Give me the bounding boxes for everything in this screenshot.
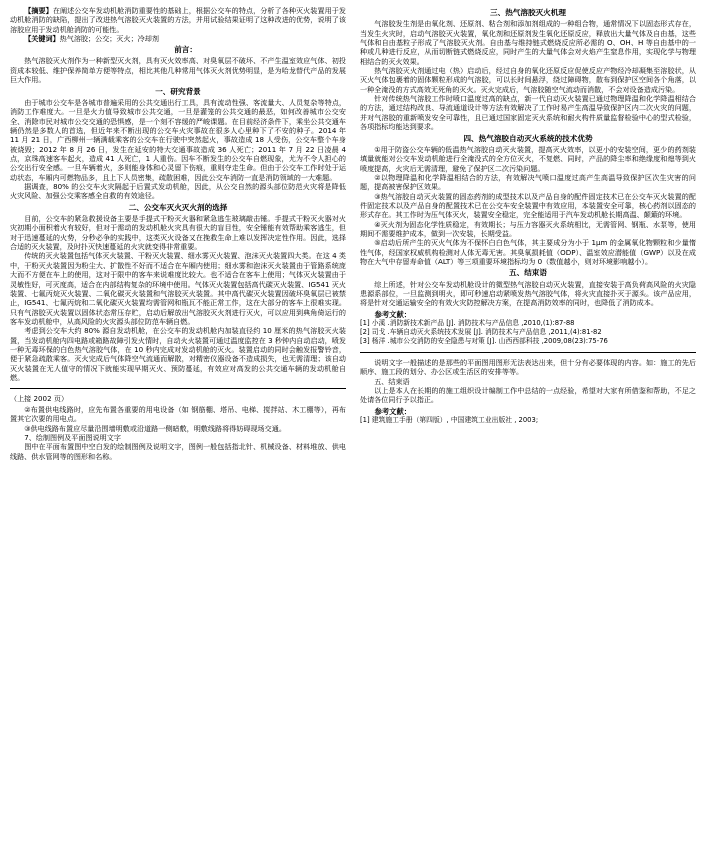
continuation-note: （上接 2002 页） (10, 394, 69, 404)
column-divider-right (360, 352, 696, 353)
reference-item: [1] 小溪 .消防新技术新产品 [J]. 消防技术与产品信息 ,2010,(1):87-88 (360, 319, 575, 328)
bottom-right-conclusion: 以上是本人在长期的的施工组织设计编制工作中总结的一点经验，希望对大家有所借鉴和帮助，不足之处请各位同行予以指正。 (360, 386, 696, 405)
section3-paragraph-2: 热气溶胶灭火剂通过电（热）启动后，经过自身的氧化还原反应促使反应产物经冷却凝集至溶胶状，从灭火气体包裹着的固体颗粒形成的气溶胶，可以长时间悬浮，绕过障碍物，散布到保护区空间各个角落，以一种全淹没的方式高效无死角的灭火。灭火完成后，气溶胶随空气流动而消散，不会对设备造成污染。 (360, 66, 696, 94)
preface-paragraph-1: 热气溶胶灭火剂作为一种新型灭火剂，具有灭火效率高、对臭氧层不破坏、不产生温室效应气体、初投资成本较低、维护保养简单方便等特点，相比其他几种常用气体灭火剂优势明显，是为哈龙替代产品的发展巨大作用。 (10, 56, 346, 85)
right-column (360, 6, 696, 850)
preface-title: 前言： (174, 45, 197, 55)
keywords-paragraph (10, 34, 346, 43)
section4-paragraph-4: ④灭火剂为固态化学性质稳定，有效期长；与压力容器灭火系统相比，无需管网、钢瓶、水泵等，使用期间不需要维护成本，做到一次安装，长期受益。 (360, 219, 696, 239)
bottom-right-paragraph-1: 说明文字一般描述的是那些的平面图用图形无法表达出来，但十分有必要体现的内容。如：施工的先后顺序、施工段的划分、办公区或生活区的安排等等。 (360, 357, 696, 377)
conclusion-paragraph: 综上所述，针对公交车发动机舱设计的微型热气溶胶自动灭火装置，直接安装于高负荷高风险的火灾隐患源系部位，一旦监测到明火，即可秒速启动紧喷发热气溶胶气体，将火灾直接扑灭于源头。该产品应用，将是针对交通运输安全的有效火灾防控解决方案，在提高消防效率的同时，也降低了消防成本。 (360, 279, 696, 308)
bottom-left-item7-paragraph: 图中在平面布置图中空白发的绘制图例及说明文字，图例一般包括指北针、机械设备、材料堆放、供电线路、供水管网等的图形和名称。 (10, 442, 346, 461)
reference-item: [2] 司戈 .车辆自动灭火系统技术发展 [J]. 消防技术与产品信息 ,2011,(4):81-82 (360, 328, 602, 337)
keywords-text: 热气溶胶；公交；灭火；冷却剂 (59, 34, 159, 44)
section-heading-4: 四、热气溶胶自动灭火系统的技术优势 (463, 133, 593, 143)
section-heading-1: 一、研究背景 (155, 86, 201, 96)
reference-item: [3] 杨洋 .城市公交消防的安全隐患与对策 [J]. 山西西部科技 ,2009,08(23):75-76 (360, 337, 608, 346)
section4-paragraph-5: ⑤启动后所产生的灭火气体为不保怀白白色气体，其主要成分为小于 1μm 的金属氧化物颗粒和少量惰性气体，经国家权威机构检测对人体无毒无害。其臭氧损耗值（ODP）、温室效应潜能值（GWP）以及在成物在大气中存留寿命值（ALT）等三项重要环境指标均为 0（数值越小，则对环境影响越小）。 (360, 238, 696, 267)
bottom-left-paragraph-2: ③供电线路布置应尽量沿围墙明敷或沿道路一侧暗敷，明敷线路将得妨碍现场交通。 (24, 423, 286, 433)
bottom-right-reference-item: [1] 建筑施工手册（第四版）, 中国建筑工业出版社 , 2003; (360, 416, 539, 425)
section3-paragraph-1: 气溶胶发生剂是由氧化剂、还原剂、粘合剂和添加剂组成的一种组合物，通常情况下以固态形式存在，当发生火灾时，启动气溶胶灭火装置，氧化剂和还原剂发生氧化还原反应，释放出大量气体及自由基，这些气体和自由基粒子形成了气溶胶灭火剂。自由基与维持链式燃烧反应所必需的 O、OH、H 等自由基中的一种或几种进行反应，从而切断链式燃烧反应，同时产生的大量气体会对火焰产生窒息作用，实现化学与物理相结合的灭火效果。 (360, 19, 696, 66)
section2-paragraph-2: 传统的灭火装置包括气体灭火装置、干粉灭火装置、细水雾灭火装置、泡沫灭火装置四大类。在这 4 类中，干粉灭火装置因为粉尘大、扩散性不好而不适合在车厢内使用；细水雾和泡沫灭火装置由于管路系统庞大而不方便在车上的使用，这对于限中的客车来说难度比较大。也不适合在客车上使用；气体灭火装置由于灵敏性好，可灭度高，适合在内部结构复杂的环境中使用。气体灭火装置包括高代碳灭火装置、IG541 灭火装置、七氟丙烷灭火装置、二氧化碳灭火装置和气溶胶灭火装置。其中高代碳灭火装置因破坏臭氧层已被禁止，IG541、七氟丙烷和二氧化碳灭火装置均需管网和瓶瓦不能正常工作，这在大部分的客车上很难实现。只有气溶胶灭火装置以固体状态常压存贮，启动后解放出气溶胶灭火剂进行灭火，可以应用到典角倚运行的客车发动机舱中，从高风险的火灾源头部位防范车辆自燃。 (10, 251, 346, 326)
bottom-left-paragraph-1: ②布置供电线路时，应先布置各重要的用电设备（如 钢筋棚、塔吊、电梯、搅拌站、木工棚等），再布置其它次要的用电点。 (10, 404, 346, 424)
bottom-left-block (10, 394, 346, 461)
bottom-right-section-title: 五、结束语 (374, 376, 410, 386)
bottom-right-references-title: 参考文献： (374, 406, 412, 416)
abstract-block (10, 6, 346, 43)
references-title: 参考文献： (374, 309, 412, 319)
abstract-label: 【摘要】 (24, 6, 53, 15)
two-column-layout (10, 6, 697, 850)
section4-paragraph-1: ①用于防盗公交车辆的低温热气溶胶自动灭火装置，提高灭火效率，以更小的安装空间，更少的药剂装填量就能对公交车发动机舱进行全淹没式的全方位灭火，不复燃、同时，产品的降尘率和绝缘度和熄等到火喷度提高，火灾后无需清理，避免了保护区二次污染问题。 (360, 144, 696, 173)
section2-paragraph-1: 目前，公交车的紧急救援设备主要是手提式干粉灭火器和紧急逃生玻璃敲击锤。手提式干粉灭火器对火灾初期小面积着火有较好，但对于需动的发动机舱火灾具有很大的盲目性，安全锤能有效帮助乘客逃生，但对于迅速蔓延的火势，分秒必争的实践中，这类灭火设备又在挽救生命上难以发挥决定性作用。因此，选择合适的灭火装置，及时扑灭快速蔓延的火灾就变得非常重要。 (10, 213, 346, 252)
section-heading-3: 三、热气溶胶灭火机理 (490, 8, 566, 17)
abstract-paragraph (10, 6, 346, 34)
bottom-left-item7-title: 7、绘制图例及平面图说明文字 (24, 432, 121, 442)
section2-paragraph-3: 考虑到公交车大约 80% 源自发动机舱，在公交车的发动机舱内加装直径约 10 厘米的热气溶胶灭火装置，当发动机舱内四电路或箱路故障引发火情时，自动火火装置可通过温度监控在 3 秒钟内自动启动，喷发一种无毒环保的白色热气溶胶气体，在 10 秒内完成对发动机舱的灭火。装置启动的同时会触发报警铃音，便于紧急疏散乘客。灭火完成后气体降空气流通而解散，对精密仪器设备不造成损失，也无需清理；该自动灭火装置在无人值守的情况下就能实现早期灭火、预防蔓延，有效应对高发的公共交通车辆的发动机舱自燃。 (10, 326, 346, 383)
abstract-text: 在阐述公交车发动机舱消防重要性的基础上，根据公交车的特点，分析了各种灭火装置用于发动机舱消防的缺陷，提出了改进热气溶胶灭火装置的方法，并用试验结果证明了这种改进的优势，说明了该溶胶应用于发动机舱消防的可能性。 (10, 6, 347, 34)
section3-paragraph-3: 针对传统热气溶胶工作时喷口温度过高的缺点，新一代自动灭火装置已通过物理降温和化学降温相结合的方法，通过结构改良、导流通道设计等方法有效解决了工作时易产生高温导致保护区内二次火灾的问题，并对气溶胶的重新喷发安全可靠性，且已通过国家固定灭火系统和耐火构件质量监督检验中心的型式检验，各项指标均能达到要求。 (360, 94, 696, 132)
section4-paragraph-2: ②以物理降温和化学降温相结合的方法，有效解决气喷口温度过高产生高温导致保护区次生灾害的问题，提高被害保护区效果。 (360, 172, 696, 192)
keywords-label: 【关键词】 (24, 34, 60, 44)
preface-paragraph-3: 据调查，80% 的公交车火灾隔起于后置式发动机舱，因此，从公交自然的源头部位防范火灾将是降低火灾风险、加强公交乘客感全自救的有效途径。 (10, 182, 346, 201)
section-heading-5: 五、结束语 (509, 268, 547, 278)
column-divider-left (10, 388, 346, 389)
preface-paragraph-2: 由于城市公交车是各城市普遍采用的公共交通出行工具，具有流动性强、客流量大、人员复杂等特点，消防工作难度大。一旦是火力值导致城市公共交通，一旦是灌笼的公共交通的最恶，如何改善城市公交安全、消除市民对城市公交交通的恐惧感，是一个刻不容缓的严峻课题。在目前经济条件下，乘坐公共交通车辆仍然是多数人的首选，但近年来不断出现的公交车火灾事故在很多人心里种下了不安的种子。2014 年 11 月 21 日，广西柳州一辆满载乘客的公交车在行驶中突然起火，事故造成 18 人受伤，公交车整个车身被烧毁；2012 年 8 月 26 日，发生在延安的特大交通事故造成 36 人死亡；2011 年 7 月 22 日凌晨 4 点，京珠高速客车起火，造成 41 人死亡，1 人重伤。因车不断发生的公交车自燃现象，尤为不令人担心的公交出行安全感。一旦车辆着火，多则能身体和心灵留下伤痕，重则夺走生命。但由于公交车工作时处于运动状态，车厢内可燃物品多，且上下人员密集，疏散困难，因此公交车消防一直是消防领域的一大难题。 (10, 97, 346, 182)
left-column (10, 6, 346, 850)
bottom-right-block (360, 358, 696, 425)
section4-paragraph-3: ③热气溶胶自动灭火装置的固态药剂的成型技术以及产品自身的配件固定技术已在公交车灭火装置的配件固定技术以及产品自身的配置技术已在公交车安全装置中有效应用，本装置安全可靠，核心药剂以固态的形式存在。其工作时为压气体灭火，装置安全稳定，完全能适用于汽车发动机舱长期高温、颠簸的环境。 (360, 191, 696, 220)
section-heading-2: 二、公交车灭火灭火剂的选择 (128, 202, 228, 212)
